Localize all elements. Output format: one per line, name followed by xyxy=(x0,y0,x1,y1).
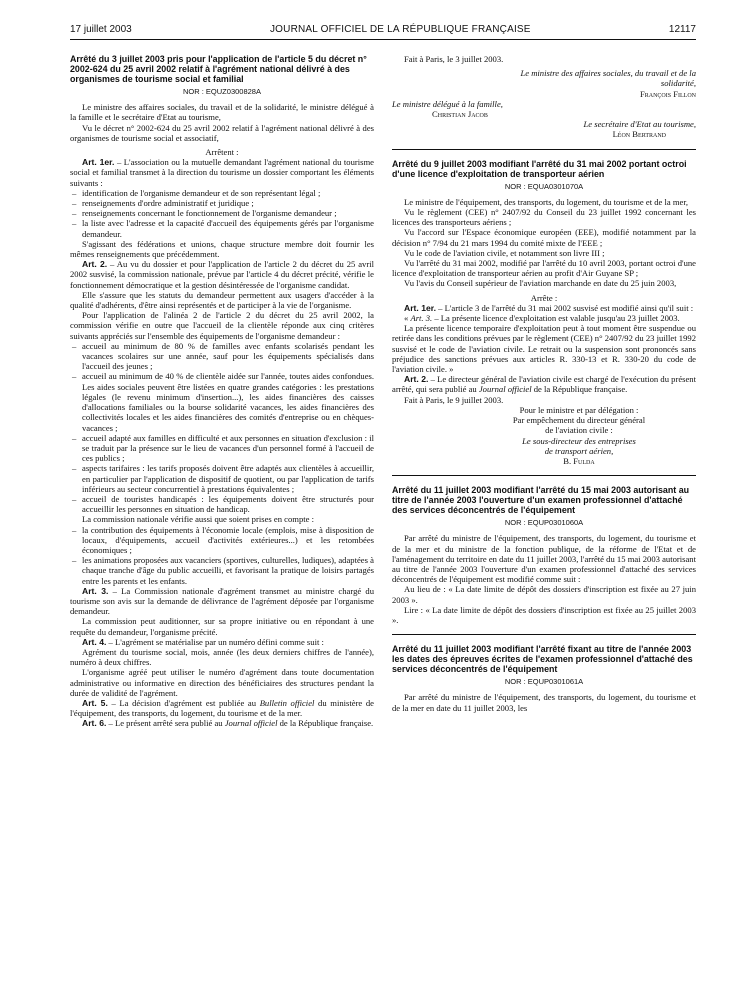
paragraph: Par arrêté du ministre de l'équipement, des transports, du logement, du tourisme et de la mer et du ministre de la fonction publique, de la réforme de l'Etat et de l'aménagement du territoire en date du 11 juillet 2003, l'arrêté du 15 mai 2003 autorisant au titre de l'année 2003 l'ouverture d'un examen professionnel d'attaché des services déconcentrés de l'équipement est modifié comme suit : xyxy=(392,533,696,585)
nor-reference: NOR : EQUP0301061A xyxy=(504,677,584,687)
article-4: Art. 4. – L'agrément se matérialise par un numéro défini comme suit : xyxy=(82,636,324,647)
page-number: 12117 xyxy=(668,24,696,35)
signature-line: Par empêchement du directeur général xyxy=(512,415,646,426)
article-label: Art. 3. xyxy=(82,585,109,596)
list-item: – les animations proposées aux vacanciers (sportives, culturelles, ludiques), adaptées à chaque tranche d'âge du public accueilli, et favorisant la pratique de loisirs partagés entre les parents et les enfants. xyxy=(82,555,374,586)
arretent-heading: Arrêtent : xyxy=(205,147,239,158)
intro-paragraph: Vu le décret n° 2002-624 du 25 avril 2002 relatif à l'agrément national délivré à des organismes de tourisme social et associatif, xyxy=(70,122,374,143)
article-label: Art. 6. xyxy=(82,718,107,729)
article-2: Art. 2. – Au vu du dossier et pour l'application de l'article 2 du décret du 25 avril 2002 susvisé, la commission nationale, prévue par l'article 4 du décret précité, vérifie le fonctionnement démocratique et la gestion désintéressée de l'organisme candidat. xyxy=(70,259,374,290)
paragraph: Pour l'application de l'alinéa 2 de l'article 2 du décret du 25 avril 2002, la commission vérifie en outre que l'accueil de la clientèle réponde aux cinq critères suivants appréciés sur l'ensemble des équipements de l'organisme demandeur : xyxy=(70,310,374,341)
left-column xyxy=(70,54,374,729)
signatory-name: François Fillon xyxy=(639,88,696,99)
article-1-list xyxy=(70,188,374,239)
decree-title: Arrêté du 9 juillet 2003 modifiant l'arrêté du 31 mai 2002 portant octroi d'une licence d'exploitation de transporteur aérien xyxy=(392,158,687,179)
section-divider xyxy=(392,634,696,635)
list-item: – la liste avec l'adresse et la capacité d'accueil des équipements gérés par l'organisme demandeur. xyxy=(82,218,374,238)
decree-title: Arrêté du 11 juillet 2003 modifiant l'arrêté fixant au titre de l'année 2003 les dates des épreuves écrites de l'examen professionnel d'attaché des services déconcentrés de l'équipement xyxy=(392,644,693,675)
paragraph: Elle s'assure que les statuts du demandeur permettent aux usagers d'accéder à la qualité d'adhérents, d'être ainsi représentés et de participer à la vie de l'organisme. xyxy=(70,289,374,311)
paragraph: S'agissant des fédérations et unions, chaque structure membre doit fournir les mêmes renseignements que précédemment. xyxy=(70,238,374,260)
list-item: – renseignements concernant le fonctionnement de l'organisme demandeur ; xyxy=(82,208,374,218)
paragraph: Agrément du tourisme social, mois, année (les deux derniers chiffres de l'année), numéro à deux chiffres. xyxy=(70,646,374,668)
signatory-role: Le ministre délégué à la famille, xyxy=(392,98,503,109)
list-item: – accueil au minimum de 80 % de familles avec enfants scolarisés pendant les vacances scolaires sur une année, sauf pour les équipements spécialisés dans l'accueil des jeunes ; xyxy=(82,341,374,372)
paragraph: Au lieu de : « La date limite de dépôt des dossiers d'inscription est fixée au 27 juin 2003 ». xyxy=(392,584,696,605)
article-6: Art. 6. – Le présent arrêté sera publié au Journal officiel de la République française. xyxy=(82,718,374,729)
decree-title: Arrêté du 11 juillet 2003 modifiant l'arrêté du 15 mai 2003 autorisant au titre de l'année 2003 l'ouverture d'un examen professionnel d'attaché des services déconcentrés de l'équipement xyxy=(392,485,690,516)
right-column xyxy=(392,54,696,729)
signatory-role: Le sous-directeur des entreprises xyxy=(522,435,636,446)
signature-line: Pour le ministre et par délégation : xyxy=(519,404,639,415)
article-1: Art. 1er. – L'article 3 de l'arrêté du 31 mai 2002 susvisé est modifié ainsi qu'il suit : xyxy=(404,302,694,313)
paragraph: Vu le code de l'aviation civile, et notamment son livre III ; xyxy=(404,247,605,258)
article-label: Art. 5. xyxy=(82,697,108,708)
signature-line: de l'aviation civile : xyxy=(545,425,613,436)
decree-title: Arrêté du 3 juillet 2003 pris pour l'application de l'article 5 du décret n° 2002-624 du 25 avril 2002 relatif à l'agrément national délivré à des organismes de tourisme social et familial xyxy=(70,54,367,84)
list-item: – accueil au minimum de 40 % de clientèle aidée sur l'année, toutes aides confondues. Les aides sociales peuvent être listées en quatre grandes catégories : les prestations légales (le revenu minimum d'insertion...), les aides financières des caisses d'allocations familiales ou la bourse solidarité vacances, les aides financières des collectivités locales et les aides financières des comités d'entreprise ou en chèques-vacances ; xyxy=(82,371,374,432)
list-item: – accueil adapté aux familles en difficulté et aux personnes en situation d'exclusion : il se traduit par la présence sur le lieu de vacances d'un personnel formé à l'accueil de ces publics ; xyxy=(82,433,374,464)
list-item: – la contribution des équipements à l'économie locale (emplois, mise à disposition de locaux, d'équipements, accueil d'activités extérieures...) et les retombées économiques ; xyxy=(82,525,374,556)
signatory-name: Christian Jacob xyxy=(432,109,488,120)
quoted-article: « Art. 3. – La présente licence d'exploitation est valable jusqu'au 23 juillet 2003. xyxy=(404,313,680,324)
intro-paragraph: Le ministre des affaires sociales, du travail et de la solidarité, le ministre délégué à la famille et le secrétaire d'Etat au tourisme, xyxy=(70,102,374,123)
article-2-list xyxy=(70,341,374,514)
running-header xyxy=(70,24,696,40)
paragraph: Le ministre de l'équipement, des transports, du logement, du tourisme et de la mer, xyxy=(404,196,689,207)
nor-reference: NOR : EQUZ0300828A xyxy=(183,87,261,96)
section-divider xyxy=(392,475,696,476)
article-2-list-2 xyxy=(70,525,374,586)
done-at: Fait à Paris, le 3 juillet 2003. xyxy=(404,54,504,64)
paragraph: La présente licence temporaire d'exploitation peut à tout moment être suspendue ou retirée dans les conditions prévues par le règlement (CEE) n° 2407/92 du 23 juillet 1992 susvisé et le code de l'aviation civile. Le retrait ou la suspension sont prononcés sans préjudice des sanctions prévues aux articles R. 330-13 et R. 330-20 du code de l'aviation civile. » xyxy=(392,323,696,375)
article-label: Art. 1er. xyxy=(82,157,115,168)
signatory-name: Léon Bertrand xyxy=(612,129,666,140)
paragraph: La commission nationale vérifie aussi que soient prises en compte : xyxy=(82,514,314,525)
signatory-role: Le secrétaire d'Etat au tourisme, xyxy=(583,119,696,130)
article-label: Art. 1er. xyxy=(404,302,437,313)
article-2: Art. 2. – Le directeur général de l'aviation civile est chargé de l'exécution du présent arrêté, qui sera publié au Journal officiel de la République française. xyxy=(392,374,696,395)
paragraph: Vu l'arrêté du 31 mai 2002, modifié par l'arrêté du 10 avril 2003, portant octroi d'une licence d'exploitation de transporteur aérien au profit d'Air Guyane SP ; xyxy=(392,258,696,279)
signatory-role: de transport aérien, xyxy=(544,445,614,456)
list-item: – aspects tarifaires : les tarifs proposés doivent être adaptés aux clientèles à accueillir, en particulier par l'application de dispositif de quotient, ou par l'application de tarifs inférieurs au secteur concurrentiel à prestations équivalentes ; xyxy=(82,463,374,494)
arrete-heading: Arrête : xyxy=(530,292,558,303)
signatory-name: B. Fulda xyxy=(563,455,595,466)
nor-reference: NOR : EQUA0301070A xyxy=(504,181,584,191)
paragraph: Vu le règlement (CEE) n° 2407/92 du Conseil du 23 juillet 1992 concernant les licences des transporteurs aériens ; xyxy=(392,207,696,228)
journal-title: JOURNAL OFFICIEL DE LA RÉPUBLIQUE FRANÇAISE xyxy=(269,24,531,35)
article-1: Art. 1er. – L'association ou la mutuelle demandant l'agrément national du tourisme social et familial transmet à la direction du tourisme un dossier comportant les éléments suivants : xyxy=(70,157,374,188)
article-label: Art. 2. xyxy=(82,259,108,270)
header-date: 17 juillet 2003 xyxy=(70,24,132,35)
paragraph: Lire : « La date limite de dépôt des dossiers d'inscription est fixée au 25 juillet 2003 ». xyxy=(392,604,696,625)
paragraph: La commission peut auditionner, sur sa propre initiative ou en répondant à une requête du demandeur, l'organisme précité. xyxy=(70,616,374,637)
paragraph: L'organisme agréé peut utiliser le numéro d'agrément dans toute documentation administrative ou informative en direction des bénéficiaires des structures pendant la durée de validité de l'agrément. xyxy=(70,667,374,698)
paragraph: Vu l'avis du Conseil supérieur de l'aviation marchande en date du 25 juin 2003, xyxy=(404,278,677,289)
paragraph: Par arrêté du ministre de l'équipement, des transports, du logement, du tourisme et de la mer en date du 11 juillet 2003, les xyxy=(392,692,696,713)
list-item: – accueil de touristes handicapés : les équipements doivent être structurés pour accueillir les personnes en situation de handicap. xyxy=(82,494,374,514)
article-5: Art. 5. – La décision d'agrément est publiée au Bulletin officiel du ministère de l'équipement, des transports, du logement, du tourisme et de la mer. xyxy=(70,697,374,719)
section-divider xyxy=(392,149,696,150)
article-label: Art. 4. xyxy=(82,636,107,647)
done-at: Fait à Paris, le 9 juillet 2003. xyxy=(404,394,504,405)
nor-reference: NOR : EQUP0301060A xyxy=(504,518,584,528)
signatory-role: Le ministre des affaires sociales, du travail et de la solidarité, xyxy=(520,68,696,89)
list-item: – renseignements d'ordre administratif et juridique ; xyxy=(82,198,374,208)
paragraph: Vu l'accord sur l'Espace économique européen (EEE), modifié notamment par la décision n° 7/94 du 21 mars 1994 du comité mixte de l'EEE ; xyxy=(392,227,696,248)
list-item: – identification de l'organisme demandeur et de son représentant légal ; xyxy=(82,188,374,198)
article-3: Art. 3. – La Commission nationale d'agrément transmet au ministre chargé du tourisme son avis sur la demande de délivrance de l'agrément déposée par l'organisme demandeur. xyxy=(70,585,374,617)
article-label: Art. 2. xyxy=(404,374,429,385)
